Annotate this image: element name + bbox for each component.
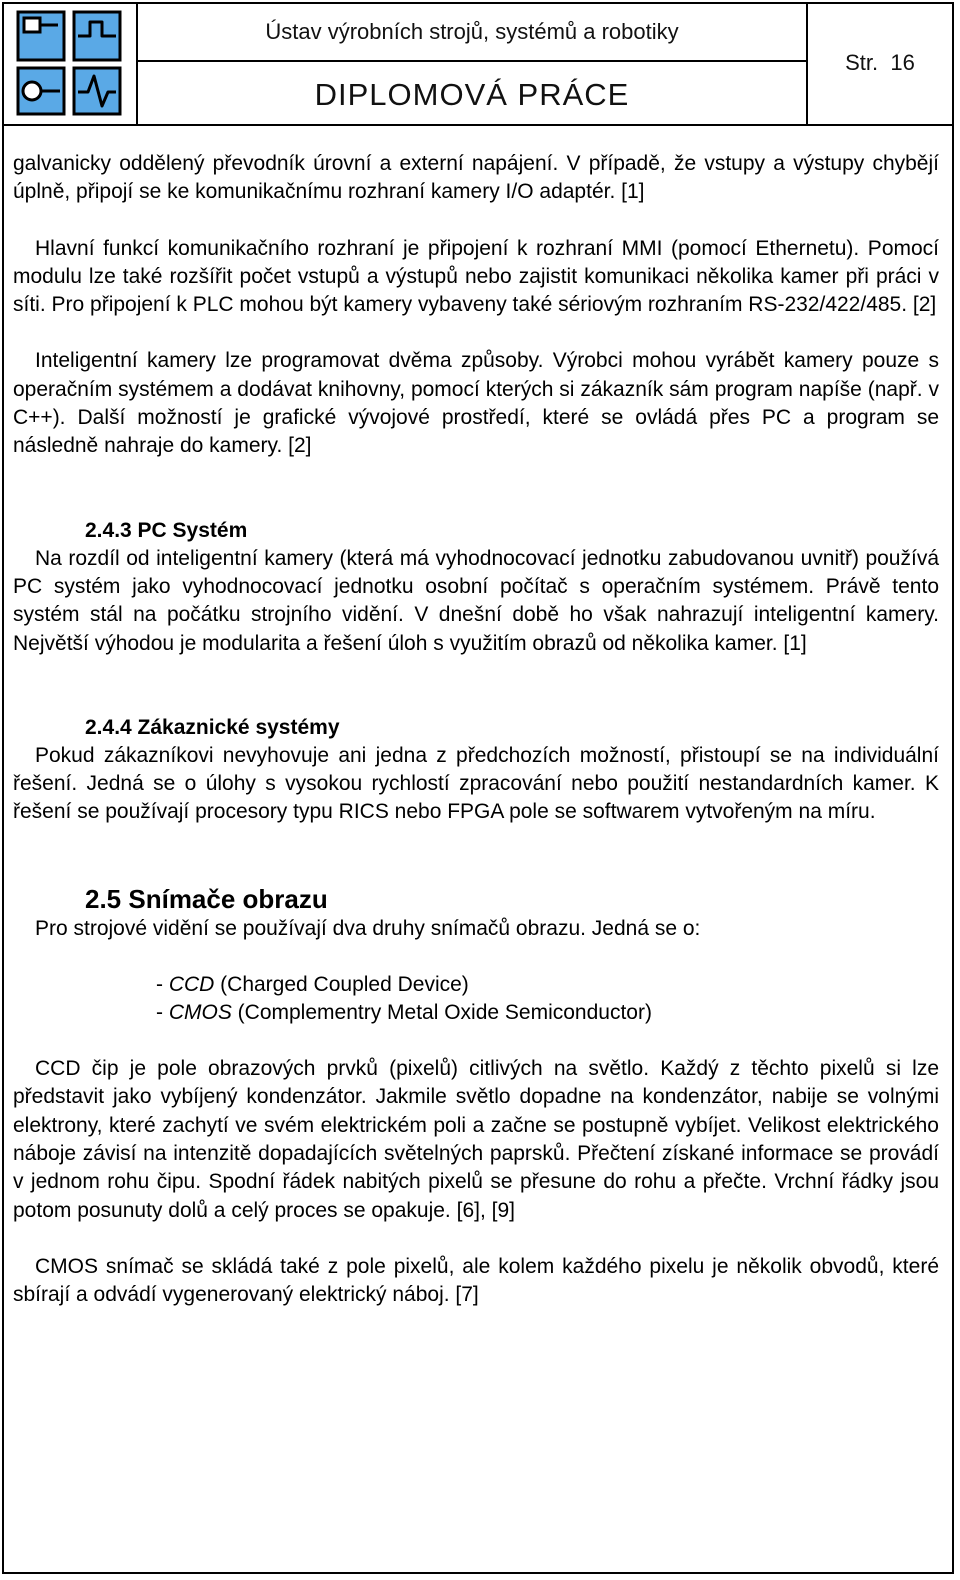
document-type: DIPLOMOVÁ PRÁCE	[314, 77, 630, 112]
heading-2-5: 2.5 Snímače obrazu	[85, 883, 328, 914]
list-desc: (Charged Coupled Device)	[214, 973, 469, 997]
page-number-cell	[808, 2, 952, 124]
institute-logo-icon	[14, 6, 126, 120]
paragraph-cmos: CMOS snímač se skládá také z pole pixelů, ale kolem každého pixelu je několik obvodů, které sbírají a odvádí vygenerovaný elektrický náboj. [7]	[13, 1254, 939, 1307]
heading-2-4-4: 2.4.4 Zákaznické systémy	[85, 715, 340, 739]
paragraph-camera-programming: Inteligentní kamery lze programovat dvěma způsoby. Výrobci mohou vyrábět kamery pouze s operačním systémem a dodávat knihovny, pomocí kterých si zákazník sám program napíše (např. v C++). Další možností je grafické vývojové prostředí, které se ovládá přes PC a program se následně nahraje do kamery. [2]	[13, 349, 939, 458]
institute-name: Ústav výrobních strojů, systémů a robotiky	[138, 2, 806, 62]
paragraph-pc-system: Na rozdíl od inteligentní kamery (která má vyhodnocovací jednotku zabudovanou uvnitř) používá PC systém jako vyhodnocovací jednotku osobní počítač s operačním systémem. Právě tento systém stál na počátku strojního vidění. V dnešní době ho však nahrazují inteligentní kamery. Největší výhodou je modularita a řešení úloh s využitím obrazů od několika kamer. [1]	[13, 546, 939, 655]
logo-cell	[2, 2, 138, 124]
paragraph-sensor-intro: Pro strojové vidění se používají dva druhy snímačů obrazu. Jedná se o:	[35, 916, 701, 940]
list-desc: (Complementry Metal Oxide Semiconductor)	[231, 1001, 652, 1025]
sensor-type-list	[13, 971, 939, 1027]
page-header	[2, 2, 954, 126]
paragraph-ccd: CCD čip je pole obrazových prvků (pixelů) citlivých na světlo. Každý z těchto pixelů si lze představit jako vybíjený kondenzátor. Jakmile světlo dopadne na kondenzátor, nabije se volnými elektrony, které zachytí ve svém elektrickém poli a začne se postupně vybíjet. Velikost elektrického náboje závisí na intenzitě dopadajících světelných paprsků. Přečtení získané informace se provádí v jednom rohu čipu. Spodní řádek nabitých pixelů se přesune do rohu a přečte. Vrchní řádky jsou potom posunuty dolů a celý proces se opakuje. [6], [9]	[13, 1057, 939, 1222]
page-label: Str.	[845, 50, 879, 75]
heading-2-4-3: 2.4.3 PC Systém	[85, 518, 248, 542]
paragraph-custom-systems: Pokud zákazníkovi nevyhovuje ani jedna z předchozích možností, přistoupí se na individuální řešení. Jedná se o úlohy s vysokou rychlostí zpracování nebo použití nestandardních kamer. K řešení se používají procesory typu RICS nebo FPGA pole se softwarem vytvořeným na míru.	[13, 743, 939, 824]
page-content	[13, 150, 939, 1309]
title-cell	[138, 2, 808, 124]
list-term: CCD	[168, 973, 215, 997]
page-number: 16	[890, 50, 915, 75]
paragraph-continuation: galvanicky oddělený převodník úrovní a externí napájení. V případě, že vstupy a výstupy chybějí úplně, připojí se ke komunikačnímu rozhraní kamery I/O adaptér. [1]	[13, 152, 939, 204]
list-item: - CCD (Charged Coupled Device)	[156, 973, 469, 997]
list-term: CMOS	[168, 1001, 232, 1025]
paragraph-communication-interface: Hlavní funkcí komunikačního rozhraní je připojení k rozhraní MMI (pomocí Ethernetu). Pomocí modulu lze také rozšířit počet vstupů a výstupů nebo zajistit komunikaci několika kamer při práci v síti. Pro připojení k PLC mohou být kamery vybaveny také sériovým rozhraním RS-232/422/485. [2]	[13, 236, 939, 317]
list-item: - CMOS (Complementry Metal Oxide Semiconductor)	[156, 1001, 652, 1025]
